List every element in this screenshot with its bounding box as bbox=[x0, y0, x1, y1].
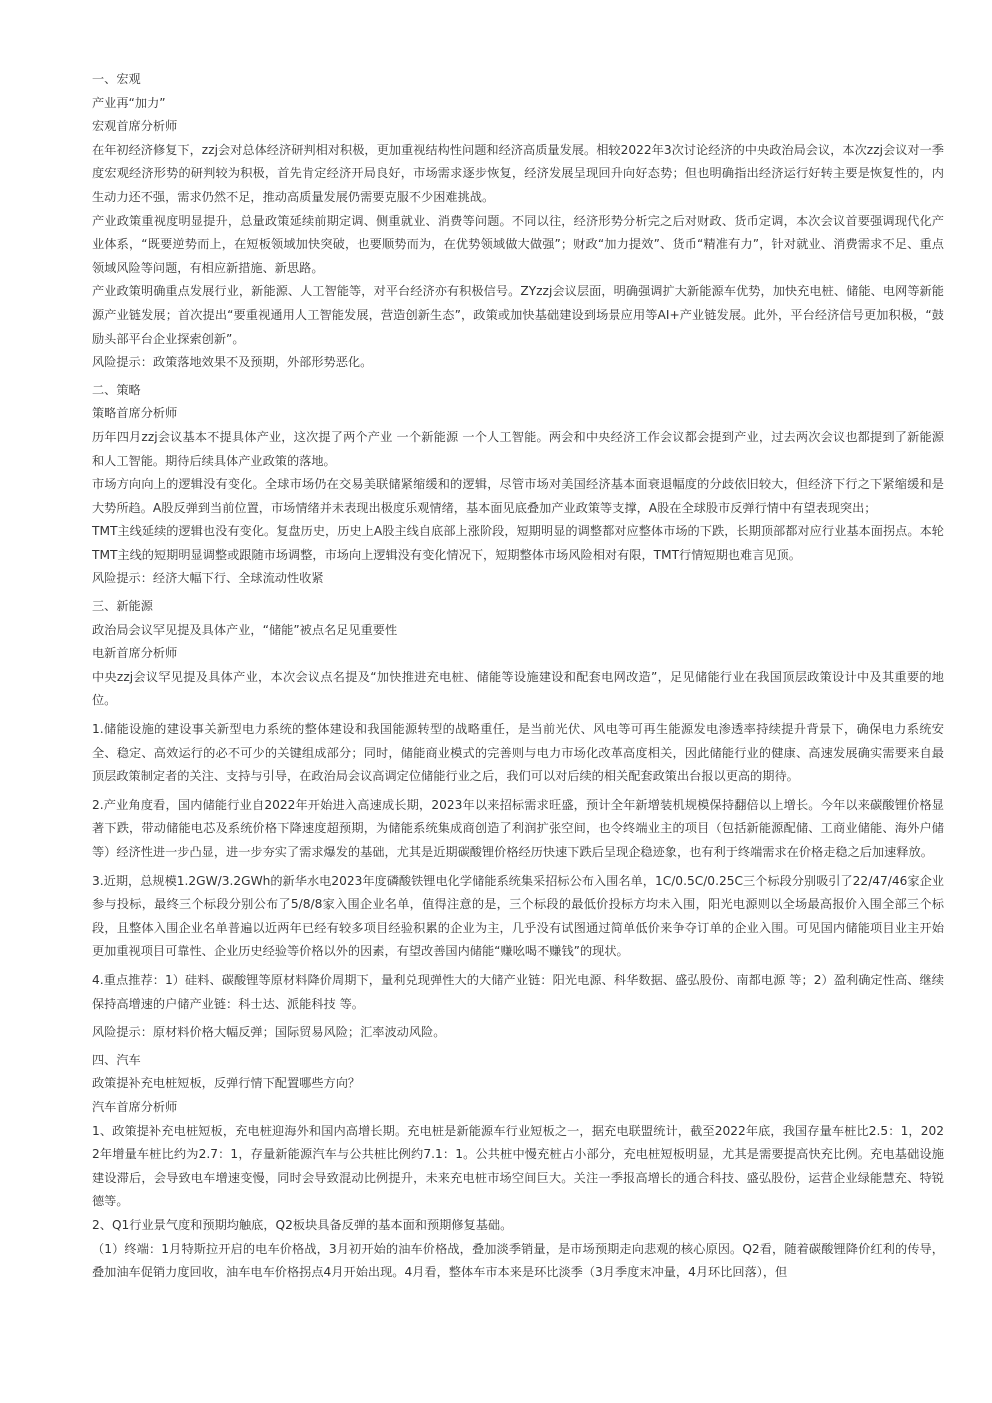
paragraph: TMT主线延续的逻辑也没有变化。复盘历史，历史上A股主线自底部上涨阶段，短期明显的调整都对应整体市场的下跌，长期顶部都对应行业基本面拐点。本轮TMT主线的短期明显调整或跟随市场调整，市场向上逻辑没有变化情况下，短期整体市场风险相对有限，TMT行情短期也难言见顶。 bbox=[92, 524, 944, 562]
paragraph: 市场方向向上的逻辑没有变化。全球市场仍在交易美联储紧缩缓和的逻辑，尽管市场对美国经济基本面衰退幅度的分歧依旧较大，但经济下行之下紧缩缓和是大势所趋。A股反弹到当前位置，市场情绪并未表现出极度乐观情绪，基本面见底叠加产业政策等支撑，A股在全球股市反弹行情中有望表现突出； bbox=[92, 477, 944, 515]
analyst-label: 汽车首席分析师 bbox=[92, 1099, 178, 1114]
analyst-label: 策略首席分析师 bbox=[92, 406, 178, 421]
section-macro bbox=[92, 68, 944, 375]
risk-note: 风险提示：经济大幅下行、全球流动性收紧 bbox=[92, 571, 324, 586]
section-strategy bbox=[92, 379, 944, 591]
paragraph: 2、Q1行业景气度和预期均触底，Q2板块具备反弹的基本面和预期修复基础。 bbox=[92, 1217, 513, 1232]
point-paragraph: 1.储能设施的建设事关新型电力系统的整体建设和我国能源转型的战略重任，是当前光伏、风电等可再生能源发电渗透率持续提升背景下，确保电力系统安全、稳定、高效运行的必不可少的关键组成部分；同时，储能商业模式的完善则与电力市场化改革高度相关，因此储能行业的健康、高速发展确实需要来自最顶层政策制定者的关注、支持与引导，在政治局会议高调定位储能行业之后，我们可以对后续的相关配套政策出台报以更高的期待。 bbox=[92, 722, 944, 784]
section-heading: 四、汽车 bbox=[92, 1052, 141, 1067]
section-heading: 二、策略 bbox=[92, 382, 141, 397]
section-auto bbox=[92, 1049, 944, 1285]
analyst-label: 宏观首席分析师 bbox=[92, 119, 178, 134]
intro-paragraph: 中央zzj会议罕见提及具体产业，本次会议点名提及“加快推进充电桩、储能等设施建设和配套电网改造”，足见储能行业在我国顶层政策设计中及其重要的地位。 bbox=[92, 669, 944, 708]
document-page bbox=[92, 68, 944, 1285]
paragraph: 1、政策提补充电桩短板，充电桩迎海外和国内高增长期。充电桩是新能源车行业短板之一，据充电联盟统计，截至2022年底，我国存量车桩比2.5：1，2022年增量车桩比约为2.7：1，存量新能源汽车与公共桩比例约7.1：1。公共桩中慢充桩占小部分，充电桩短板明显，尤其是需要提高快充比例。充电基础设施建设滞后，会导致电车增速变慢，同时会导致混动比例提升，未来充电桩市场空间巨大。关注一季报高增长的通合科技、盛弘股份，运营企业绿能慧充、特锐德等。 bbox=[92, 1123, 944, 1209]
point-paragraph: 4.重点推荐：1）硅料、碳酸锂等原材料降价周期下，量利兑现弹性大的大储产业链：阳光电源、科华数据、盛弘股份、南都电源 等；2）盈利确定性高、继续保持高增速的户储产业链：科士达、派能科技 等。 bbox=[92, 972, 944, 1011]
section-title: 产业再“加力” bbox=[92, 95, 166, 110]
paragraph: 历年四月zzj会议基本不提具体产业，这次提了两个产业 一个新能源 一个人工智能。两会和中央经济工作会议都会提到产业，过去两次会议也都提到了新能源和人工智能。期待后续具体产业政策的落地。 bbox=[92, 429, 944, 468]
point-paragraph: 2.产业角度看，国内储能行业自2022年开始进入高速成长期，2023年以来招标需求旺盛，预计全年新增装机规模保持翻倍以上增长。今年以来碳酸锂价格显著下跌，带动储能电芯及系统价格下降速度超预期，为储能系统集成商创造了利润扩张空间，也令终端业主的项目（包括新能源配储、工商业储能、海外户储等）经济性进一步凸显，进一步夯实了需求爆发的基础，尤其是近期碳酸锂价格经历快速下跌后呈现企稳迹象，也有利于终端需求在价格走稳之后加速释放。 bbox=[92, 797, 944, 859]
paragraph: 在年初经济修复下，zzj会对总体经济研判相对积极，更加重视结构性问题和经济高质量发展。相较2022年3次讨论经济的中央政治局会议，本次zzj会议对一季度宏观经济形势的研判较为积极，首先肯定经济开局良好，市场需求逐步恢复，经济发展呈现回升向好态势；但也明确指出经济运行好转主要是恢复性的，内生动力还不强，需求仍然不足，推动高质量发展仍需要克服不少困难挑战。 bbox=[92, 142, 944, 204]
paragraph: 产业政策明确重点发展行业，新能源、人工智能等，对平台经济亦有积极信号。ZYzzj会议层面，明确强调扩大新能源车优势，加快充电桩、储能、电网等新能源产业链发展；首次提出“要重视通用人工智能发展，营造创新生态”，政策或加快基础建设到场景应用等AI+产业链发展。此外，平台经济信号更加积极，“鼓励头部平台企业探索创新”。 bbox=[92, 284, 944, 346]
paragraph: 产业政策重视度明显提升，总量政策延续前期定调、侧重就业、消费等问题。不同以往，经济形势分析完之后对财政、货币定调，本次会议首要强调现代化产业体系，“既要逆势而上，在短板领域加快突破，也要顺势而为，在优势领域做大做强”；财政“加力提效”、货币“精准有力”，针对就业、消费需求不足、重点领域风险等问题，有相应新措施、新思路。 bbox=[92, 213, 944, 275]
risk-note: 风险提示：原材料价格大幅反弹；国际贸易风险；汇率波动风险。 bbox=[92, 1025, 446, 1040]
section-title: 政策提补充电桩短板，反弹行情下配置哪些方向？ bbox=[92, 1076, 361, 1091]
risk-note: 风险提示：政策落地效果不及预期，外部形势恶化。 bbox=[92, 355, 373, 370]
analyst-label: 电新首席分析师 bbox=[92, 646, 178, 661]
paragraph: （1）终端：1月特斯拉开启的电车价格战，3月初开始的油车价格战，叠加淡季销量，是市场预期走向悲观的核心原因。Q2看，随着碳酸锂降价红利的传导，叠加油车促销力度回收，油车电车价格拐点4月开始出现。4月看，整体车市本来是环比淡季（3月季度末冲量，4月环比回落），但 bbox=[92, 1241, 944, 1280]
section-heading: 一、宏观 bbox=[92, 72, 141, 86]
section-title: 政治局会议罕见提及具体产业，“储能”被点名足见重要性 bbox=[92, 622, 398, 637]
point-paragraph: 3.近期，总规模1.2GW/3.2GWh的新华水电2023年度磷酸铁锂电化学储能系统集采招标公布入围名单，1C/0.5C/0.25C三个标段分别吸引了22/47/46家企业参与投标，最终三个标段分别公布了5/8/8家入围企业名单，值得注意的是，三个标段的最低价投标方均未入围，阳光电源则以全场最高报价入围全部三个标段，且整体入围企业名单普遍以近两年已经有较多项目经验积累的企业为主，几乎没有试图通过简单低价来争夺订单的企业入围。可见国内储能项目业主开始更加重视项目可靠性、企业历史经验等价格以外的因素，有望改善国内储能“赚吆喝不赚钱”的现状。 bbox=[92, 873, 944, 959]
section-new-energy bbox=[92, 595, 944, 1045]
section-heading: 三、新能源 bbox=[92, 599, 153, 614]
